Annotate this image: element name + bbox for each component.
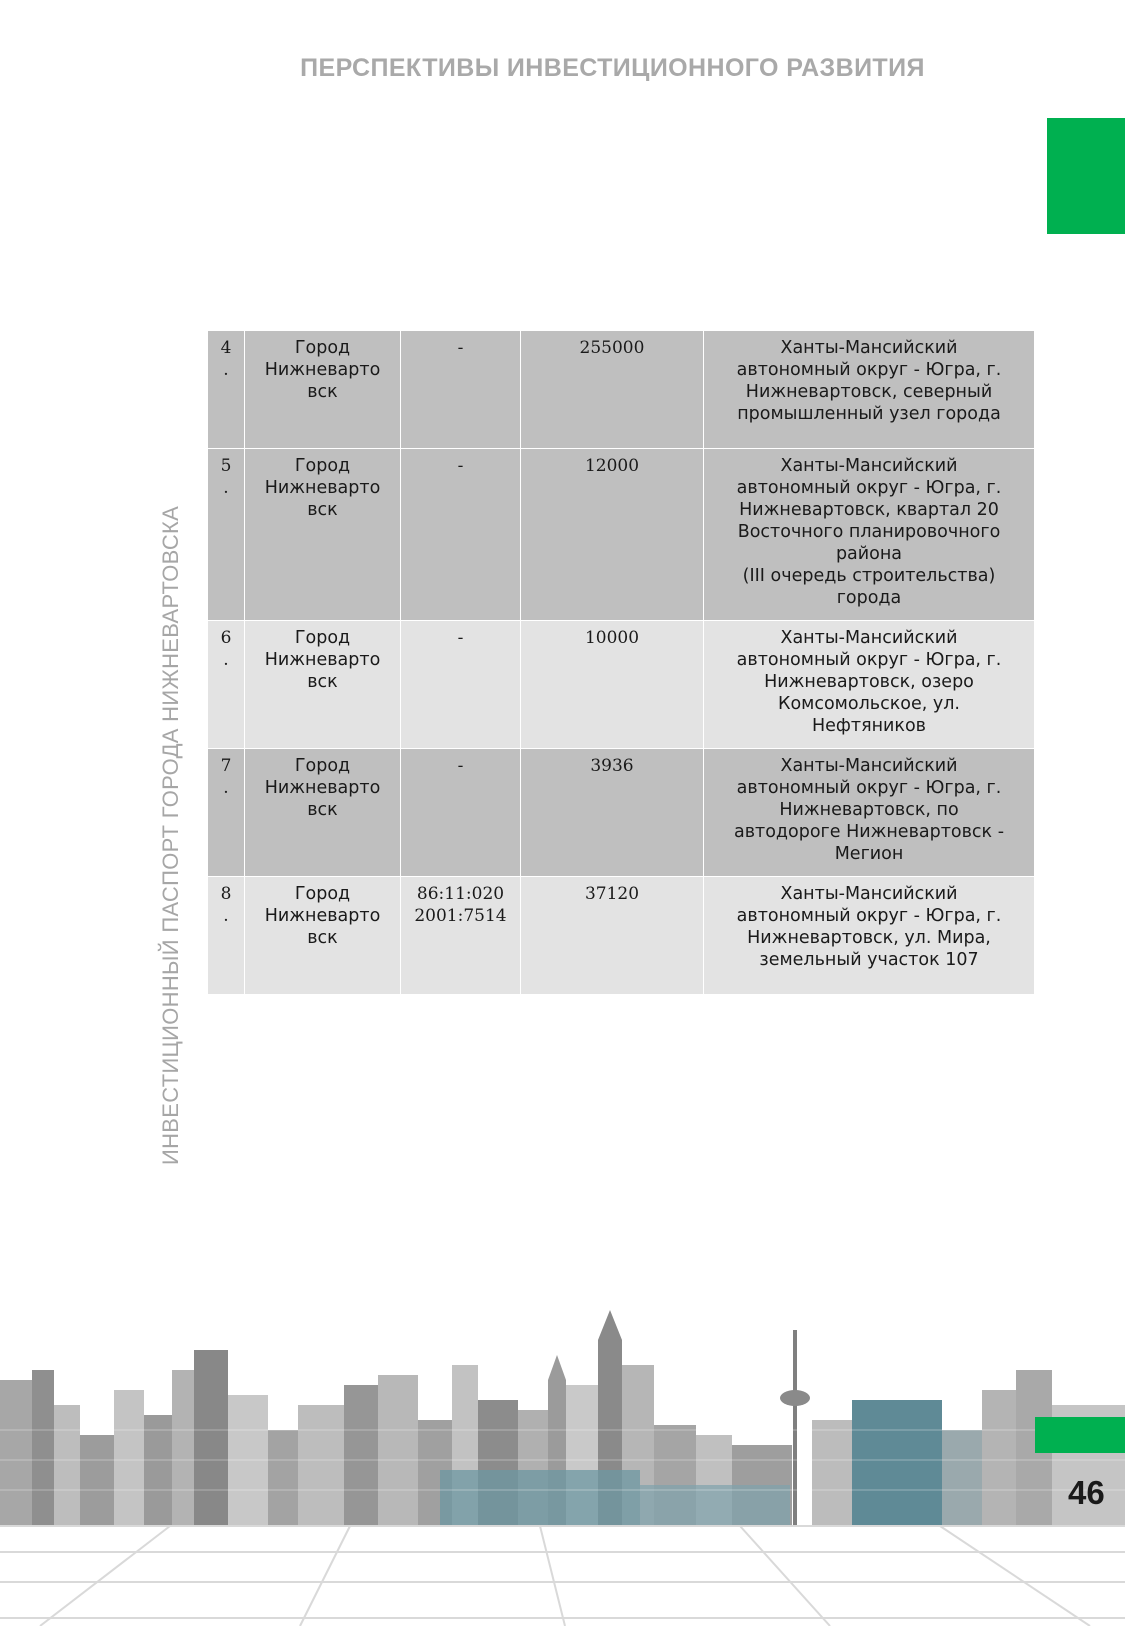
row-number: 8 . [208,877,245,995]
area-cell: 255000 [521,331,704,449]
page-header-title: ПЕРСПЕКТИВЫ ИНВЕСТИЦИОННОГО РАЗВИТИЯ [300,54,925,82]
cadastral-number-cell: 86:11:020 2001:7514 [401,877,521,995]
cadastral-number-cell: - [401,449,521,621]
municipality-cell: Город Нижневарто вск [245,449,401,621]
municipality-cell: Город Нижневарто вск [245,749,401,877]
address-cell: Ханты-Мансийский автономный округ - Югра, г. Нижневартовск, по автодороге Нижневартовск - Мегион [704,749,1035,877]
address-cell: Ханты-Мансийский автономный округ - Югра, г. Нижневартовск, озеро Комсомольское, ул. Нефтяников [704,621,1035,749]
municipality-cell: Город Нижневарто вск [245,621,401,749]
municipality-cell: Город Нижневарто вск [245,877,401,995]
table-row [208,621,1035,749]
area-cell: 10000 [521,621,704,749]
table-row [208,331,1035,449]
vertical-side-title: ИНВЕСТИЦИОННЫЙ ПАСПОРТ ГОРОДА НИЖНЕВАРТОВСКА [158,505,183,1165]
row-number: 4 . [208,331,245,449]
row-number: 5 . [208,449,245,621]
land-plots-table [207,330,1035,995]
skyline-buildings [0,1310,1125,1526]
address-cell: Ханты-Мансийский автономный округ - Югра, г. Нижневартовск, ул. Мира, земельный участок 107 [704,877,1035,995]
row-number: 6 . [208,621,245,749]
row-number: 7 . [208,749,245,877]
table-row [208,449,1035,621]
cadastral-number-cell: - [401,331,521,449]
city-skyline-illustration [0,1310,1125,1626]
table-row [208,877,1035,995]
address-cell: Ханты-Мансийский автономный округ - Югра, г. Нижневартовск, квартал 20 Восточного планировочного района (III очередь строительства) города [704,449,1035,621]
cadastral-number-cell: - [401,621,521,749]
table-row [208,749,1035,877]
green-page-marker [1035,1417,1125,1453]
municipality-cell: Город Нижневарто вск [245,331,401,449]
page-number: 46 [1068,1474,1105,1511]
address-cell: Ханты-Мансийский автономный округ - Югра, г. Нижневартовск, северный промышленный узел города [704,331,1035,449]
area-cell: 37120 [521,877,704,995]
green-section-tab [1047,118,1125,234]
area-cell: 3936 [521,749,704,877]
area-cell: 12000 [521,449,704,621]
cadastral-number-cell: - [401,749,521,877]
ground-grid [0,1526,1125,1626]
